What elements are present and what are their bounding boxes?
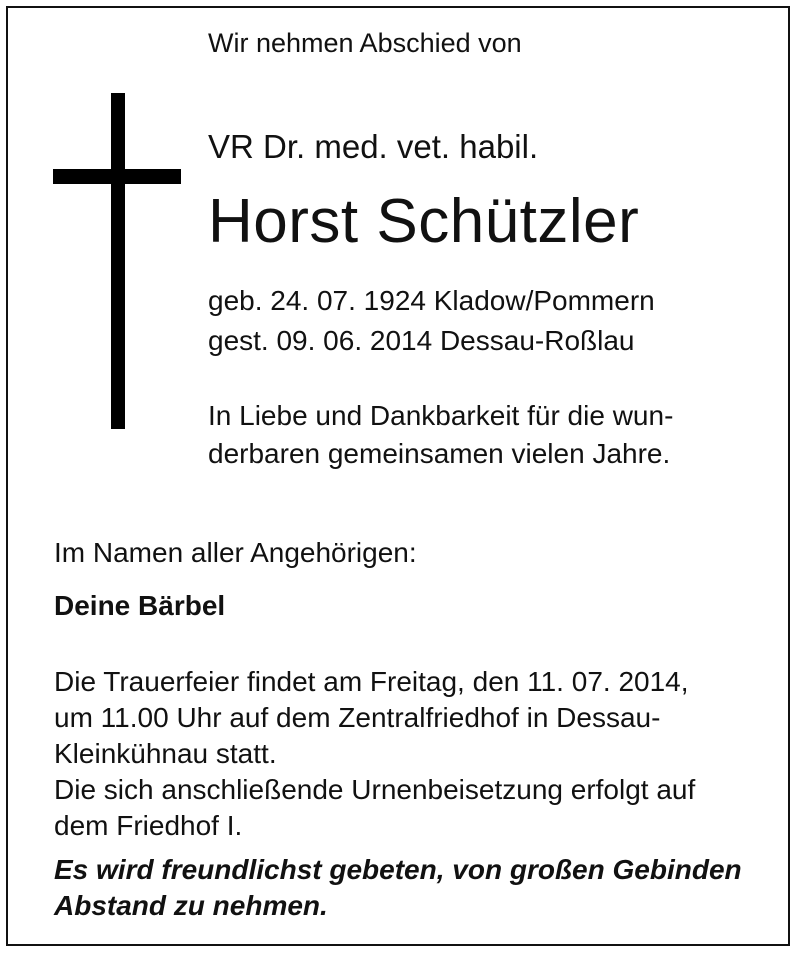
death-line: gest. 09. 06. 2014 Dessau-Roßlau (208, 325, 635, 356)
ceremony-line: Die sich anschließende Urnenbeisetzung erfolgt auf (54, 774, 696, 805)
cross-icon (111, 93, 125, 429)
ceremony-line: um 11.00 Uhr auf dem Zentralfriedhof in Dessau- (54, 702, 661, 733)
ceremony-line: Kleinkühnau statt. (54, 738, 277, 769)
request-line: Es wird freundlichst gebeten, von großen Gebinden (54, 854, 742, 885)
deceased-name: Horst Schützler (208, 187, 640, 256)
on-behalf-text: Im Namen aller Angehörigen: (54, 537, 417, 568)
ceremony-line: dem Friedhof I. (54, 810, 243, 841)
ceremony-line: Die Trauerfeier findet am Freitag, den 11. 07. 2014, (54, 666, 689, 697)
dedication-line: In Liebe und Dankbarkeit für die wun- (208, 400, 674, 431)
request-line: Abstand zu nehmen. (54, 890, 328, 921)
academic-title: VR Dr. med. vet. habil. (208, 128, 539, 165)
intro-text: Wir nehmen Abschied von (208, 28, 522, 58)
dedication-line: derbaren gemeinsamen vielen Jahre. (208, 438, 671, 469)
birth-line: geb. 24. 07. 1924 Kladow/Pommern (208, 285, 655, 316)
signer-name: Deine Bärbel (54, 590, 226, 621)
cross-icon-crossbar (53, 169, 181, 184)
